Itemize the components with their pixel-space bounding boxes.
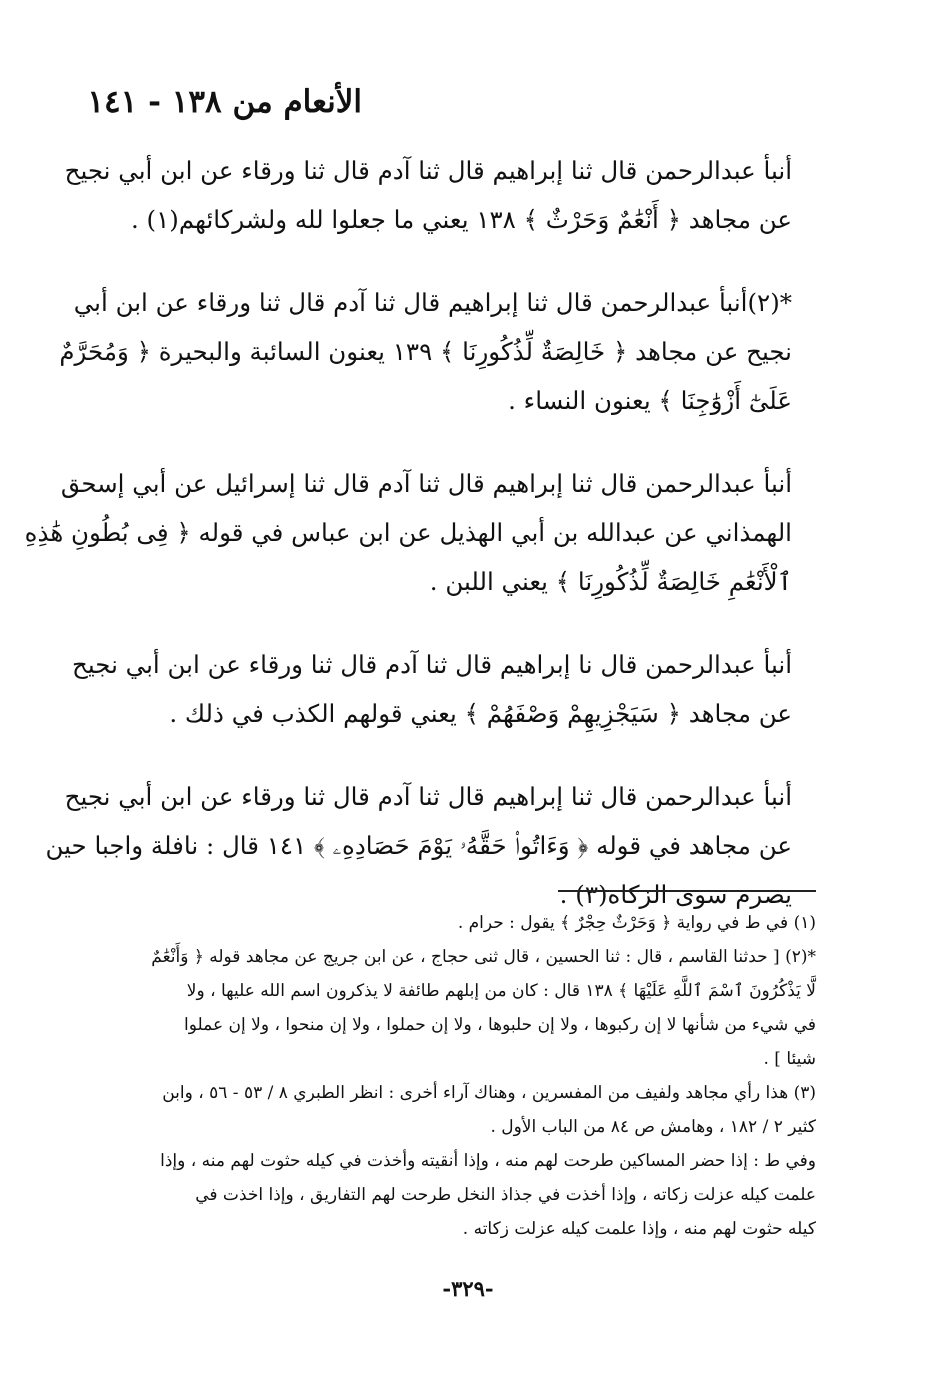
text-line: يصرم سوى الزكاة(٣) . — [559, 880, 792, 909]
footnote-line: لَّا يَذْكُرُونَ ٱسْمَ ٱللَّهِ عَلَيْهَا ﴾ ١٣٨ قال : كان من إبلهم طائفة لا يذكرون اسم الله عليها ، ولا — [186, 981, 816, 1001]
paragraph-1 — [64, 146, 816, 244]
footnote-line: *(٢) [ حدثنا القاسم ، قال : ثنا الحسين ، قال ثنى حجاج ، عن ابن جريج عن مجاهد قوله ﴿ وَأَنْعَٰمٌ — [151, 947, 816, 967]
footnote-line: وفي ط : إذا حضر المساكين طرحت لهم منه ، وإذا أنقيته وأخذت في كيله حثوت لهم منه ، وإذا — [160, 1151, 816, 1171]
text-line: أنبأ عبدالرحمن قال ثنا إبراهيم قال ثنا آدم قال ثنا ورقاء عن ابن أبي نجيح — [64, 782, 792, 811]
text-line: عن مجاهد ﴿ سَيَجْزِيهِمْ وَصْفَهُمْ ﴾ يعني قولهم الكذب في ذلك . — [169, 699, 792, 728]
footnote-2 — [112, 940, 816, 1076]
text-line: نجيح عن مجاهد ﴿ خَالِصَةٌ لِّذُكُورِنَا ﴾ ١٣٩ يعنون السائبة والبحيرة ﴿ وَمُحَرَّمٌ — [59, 337, 792, 366]
text-line: أنبأ عبدالرحمن قال ثنا إبراهيم قال ثنا آدم قال ثنا ورقاء عن ابن أبي نجيح — [64, 156, 792, 185]
footnote-line: كيله حثوت لهم منه ، وإذا علمت كيله عزلت زكاته . — [462, 1219, 816, 1239]
text-line: عن مجاهد ﴿ أَنْعَٰمٌ وَحَرْثٌ ﴾ ١٣٨ يعني ما جعلوا لله ولشركائهم(١) . — [130, 205, 792, 234]
footnote-line: (١) في ط في رواية ﴿ وَحَرْثٌ حِجْرٌ ﴾ يقول : حرام . — [457, 913, 816, 933]
text-line: ٱلْأَنْعَٰمِ خَالِصَةٌ لِّذُكُورِنَا ﴾ يعني اللبن . — [429, 567, 792, 596]
text-line: *(٢)أنبأ عبدالرحمن قال ثنا إبراهيم قال ثنا آدم قال ثنا ورقاء عن ابن أبي — [73, 288, 792, 317]
text-line: الهمذاني عن عبدالله بن أبي الهذيل عن ابن عباس في قوله ﴿ فِى بُطُونِ هَٰذِهِ — [24, 518, 792, 547]
footnote-line: كثير ٢ / ١٨٢ ، وهامش ص ٨٤ من الباب الأول . — [490, 1117, 816, 1137]
text-line: عن مجاهد في قوله ﴿ وَءَاتُوا۟ حَقَّهُۥ يَوْمَ حَصَادِهِۦ ﴾ ١٤١ قال : نافلة واجبا حين — [45, 831, 792, 860]
paragraph-3 — [24, 459, 816, 606]
paragraph-5 — [45, 772, 816, 919]
text-line: أنبأ عبدالرحمن قال ثنا إبراهيم قال ثنا آدم قال ثنا إسرائيل عن أبي إسحق — [60, 469, 792, 498]
page-number: -٣٢٩- — [442, 1276, 494, 1301]
text-line: أنبأ عبدالرحمن قال نا إبراهيم قال ثنا آدم قال ثنا ورقاء عن ابن أبي نجيح — [72, 650, 792, 679]
footnote-variant — [112, 1144, 816, 1246]
footnote-3 — [112, 1076, 816, 1144]
paragraph-2 — [59, 278, 816, 425]
paragraph-4 — [72, 640, 816, 738]
footnote-line: في شيء من شأنها لا إن ركبوها ، ولا إن حلبوها ، ولا إن حملوا ، ولا إن منحوا ، ولا إن عملوا — [184, 1015, 816, 1035]
footnote-line: (٣) هذا رأي مجاهد ولفيف من المفسرين ، وهناك آراء أخرى : انظر الطبري ٨ / ٥٣ - ٥٦ ، وابن — [162, 1083, 816, 1103]
footnote-line: علمت كيله عزلت زكاته ، وإذا أخذت في جذاذ النخل طرحت لهم التفاريق ، وإذا اخذت في — [195, 1185, 816, 1205]
footnotes — [112, 906, 816, 1246]
footnote-divider — [558, 890, 816, 892]
footnote-line: شيئا ] . — [763, 1049, 816, 1069]
page-heading: الأنعام من ١٣٨ - ١٤١ — [87, 84, 362, 120]
footnote-1 — [112, 906, 816, 940]
text-line: عَلَىٰٓ أَزْوَٰجِنَا ﴾ يعنون النساء . — [508, 386, 792, 415]
main-text — [24, 146, 816, 953]
